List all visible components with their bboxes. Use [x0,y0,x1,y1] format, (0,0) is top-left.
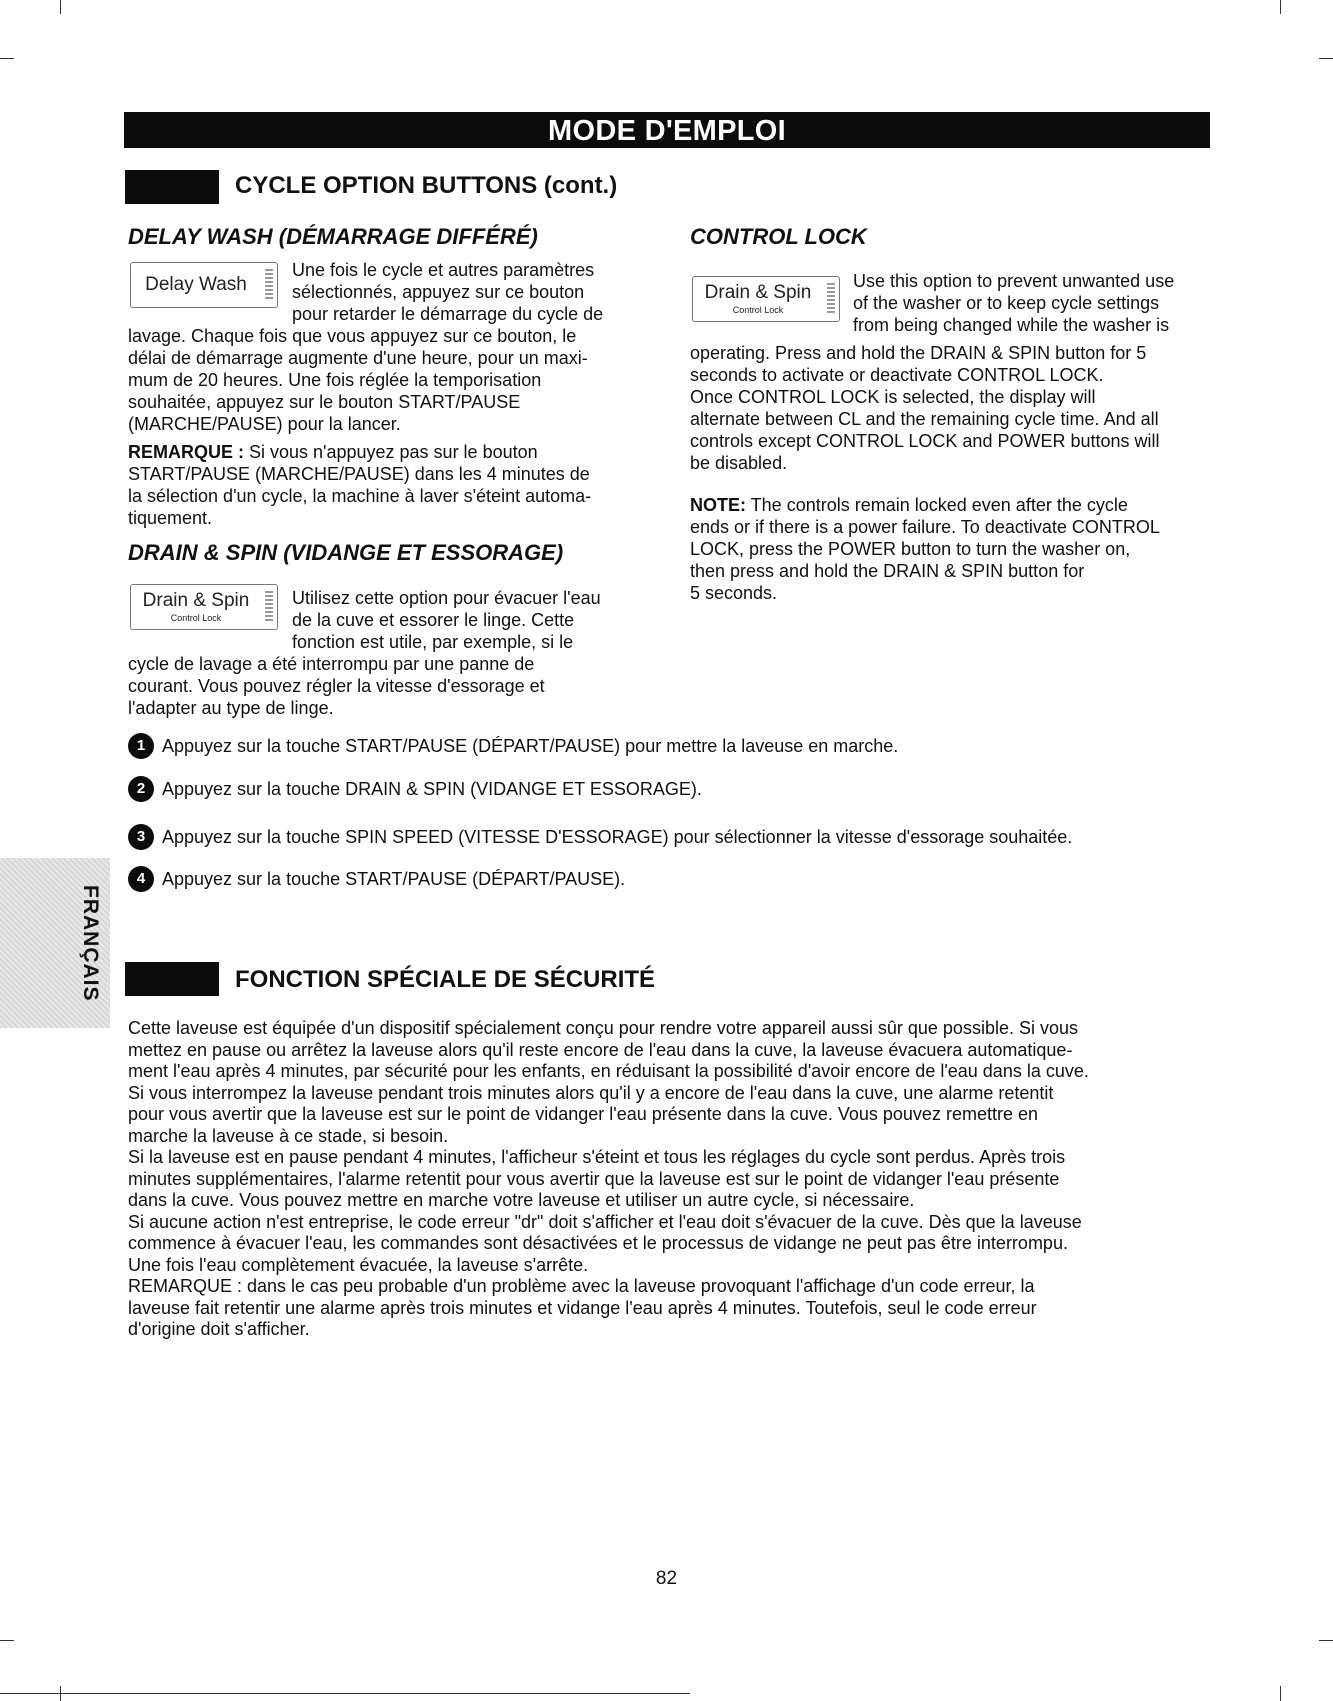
text-line: operating. Press and hold the DRAIN & SPIN button for 5 [690,343,1147,363]
text-line: Une fois le cycle et autres paramètres [292,260,595,280]
step-text: Appuyez sur la touche DRAIN & SPIN (VIDANGE ET ESSORAGE). [162,779,702,799]
note-label: REMARQUE : [128,442,244,462]
text-line: alternate between CL and the remaining cycle time. And all [690,409,1159,429]
crop-mark [1280,1686,1281,1701]
text-line: of the washer or to keep cycle settings [853,293,1160,313]
step-text: Appuyez sur la touche SPIN SPEED (VITESSE D'ESSORAGE) pour sélectionner la vitesse d'essorage souhaitée. [162,827,1073,847]
text-line: ends or if there is a power failure. To deactivate CONTROL [690,517,1160,537]
section-title: FONCTION SPÉCIALE DE SÉCURITÉ [235,966,656,993]
crop-mark [0,58,14,59]
text-line: Si vous interrompez la laveuse pendant trois minutes alors qu'il y a encore de l'eau dans la cuve, une alarme retentit [128,1082,1054,1103]
crop-mark [1280,0,1281,14]
delay-wash-text-wrapped [292,259,642,325]
delay-wash-text [128,325,648,435]
text-line: (MARCHE/PAUSE) pour la lancer. [128,414,401,434]
drain-spin-heading: DRAIN & SPIN (VIDANGE ET ESSORAGE) [128,540,564,565]
text-line: Si vous n'appuyez pas sur le bouton [244,442,538,462]
text-line: Utilisez cette option pour évacuer l'eau [292,588,601,608]
control-lock-button-illustration [692,276,840,322]
drain-spin-text-wrapped [292,587,642,653]
control-lock-button-label: Drain & Spin [704,282,812,303]
drain-spin-button-illustration [130,584,278,630]
step-text: Appuyez sur la touche START/PAUSE (DÉPART/PAUSE). [162,869,626,889]
text-line: lavage. Chaque fois que vous appuyez sur ce bouton, le [128,326,577,346]
text-line: START/PAUSE (MARCHE/PAUSE) dans les 4 minutes de [128,464,590,484]
text-line: mum de 20 heures. Une fois réglée la temporisation [128,370,542,390]
step-number-badge: 1 [128,733,154,759]
text-line: LOCK, press the POWER button to turn the washer on, [690,539,1131,559]
text-line: délai de démarrage augmente d'une heure, pour un maxi- [128,348,588,368]
control-lock-note [690,494,1235,604]
text-line: de la cuve et essorer le linge. Cette [292,610,575,630]
text-line: souhaitée, appuyez sur le bouton START/PAUSE [128,392,521,412]
text-line: la sélection d'un cycle, la machine à laver s'éteint automa- [128,486,592,506]
delay-wash-button-illustration [130,262,278,308]
page-header-banner [124,112,1210,148]
page-header-title: MODE D'EMPLOI [548,115,786,147]
text-line: minutes supplémentaires, l'alarme retentit pour vous avertir que la laveuse est sur le point de vidanger l'eau présente [128,1168,1060,1189]
text-line: Cette laveuse est équipée d'un dispositif spécialement conçu pour rendre votre appareil aussi sûr que possible. Si vous [128,1018,1078,1038]
text-line: Si la laveuse est en pause pendant 4 minutes, l'afficheur s'éteint et tous les réglages du cycle sont perdus. Après trois [128,1147,1066,1167]
section-marker-bar [125,962,219,996]
text-line: be disabled. [690,453,788,473]
drain-spin-text [128,653,648,719]
control-lock-heading: CONTROL LOCK [690,224,867,249]
step-number-badge: 3 [128,824,154,850]
bottom-rule [0,1693,690,1694]
crop-mark [1319,1640,1333,1641]
drain-spin-button-sublabel: Control Lock [170,613,222,623]
text-line: cycle de lavage a été interrompu par une panne de [128,654,535,674]
text-line: courant. Vous pouvez régler la vitesse d'essorage et [128,676,545,696]
text-line: pour retarder le démarrage du cycle de [292,304,604,324]
text-line: marche la laveuse à ce stade, si besoin. [128,1125,449,1146]
text-line: tiquement. [128,508,213,528]
text-line: pour vous avertir que la laveuse est sur le point de vidanger l'eau présente dans la cuve. Vous pouvez remettre en [128,1104,1038,1124]
step-text: Appuyez sur la touche START/PAUSE (DÉPART/PAUSE) pour mettre la laveuse en marche. [162,736,899,756]
text-line: fonction est utile, par exemple, si le [292,632,574,652]
text-line: commence à évacuer l'eau, les commandes sont désactivées et le processus de vidange ne peut pas être interrompu. [128,1233,1068,1253]
text-line: REMARQUE : dans le cas peu probable d'un problème avec la laveuse provoquant l'affichage d'un code erreur, la [128,1276,1035,1296]
control-lock-text-wrapped [853,270,1223,336]
text-line: dans la cuve. Vous pouvez mettre en marche votre laveuse et utiliser un autre cycle, si nécessaire. [128,1190,915,1210]
delay-wash-button-label: Delay Wash [145,274,247,295]
section-marker-bar [125,170,219,204]
text-line: controls except CONTROL LOCK and POWER buttons will [690,431,1160,451]
text-line: ment l'eau après 4 minutes, par sécurité pour les enfants, en réduisant la possibilité d'avoir encore de l'eau dans la cuve. [128,1061,1089,1081]
crop-mark [60,0,61,14]
section-title: CYCLE OPTION BUTTONS (cont.) [235,172,618,199]
delay-wash-heading: DELAY WASH (DÉMARRAGE DIFFÉRÉ) [128,224,538,249]
crop-mark [1319,58,1333,59]
safety-paragraph [128,1018,1228,1341]
text-line: Une fois l'eau complètement évacuée, la laveuse s'arrête. [128,1254,589,1275]
text-line: The controls remain locked even after the cycle [746,495,1128,515]
text-line: d'origine doit s'afficher. [128,1319,310,1339]
text-line: from being changed while the washer is [853,315,1170,335]
text-line: Use this option to prevent unwanted use [853,271,1175,291]
language-side-tab-label: FRANÇAIS [79,884,102,1002]
text-line: seconds to activate or deactivate CONTROL LOCK. [690,365,1104,385]
text-line: Once CONTROL LOCK is selected, the display will [690,387,1096,407]
text-line: l'adapter au type de linge. [128,698,334,718]
delay-wash-note [128,441,658,529]
page-number: 82 [655,1568,678,1589]
text-line: then press and hold the DRAIN & SPIN button for [690,561,1085,581]
text-line: Si aucune action n'est entreprise, le code erreur "dr" doit s'afficher et l'eau doit s'évacuer de la cuve. Dès que la laveuse [128,1211,1082,1232]
control-lock-text [690,342,1230,474]
button-knob-icon [265,591,273,623]
text-line: mettez en pause ou arrêtez la laveuse alors qu'il reste encore de l'eau dans la cuve, la laveuse évacuera automatique- [128,1039,1073,1060]
drain-spin-button-label: Drain & Spin [142,590,250,611]
step-number-badge: 2 [128,776,154,802]
text-line: laveuse fait retentir une alarme après trois minutes et vidange l'eau après 4 minutes. Toutefois, seul le code erreur [128,1297,1037,1318]
text-line: 5 seconds. [690,583,778,603]
crop-mark [0,1640,14,1641]
text-line: sélectionnés, appuyez sur ce bouton [292,282,585,302]
note-label: NOTE: [690,495,746,515]
control-lock-button-sublabel: Control Lock [732,305,784,315]
step-number-badge: 4 [128,866,154,892]
button-knob-icon [265,269,273,301]
button-knob-icon [827,283,835,315]
